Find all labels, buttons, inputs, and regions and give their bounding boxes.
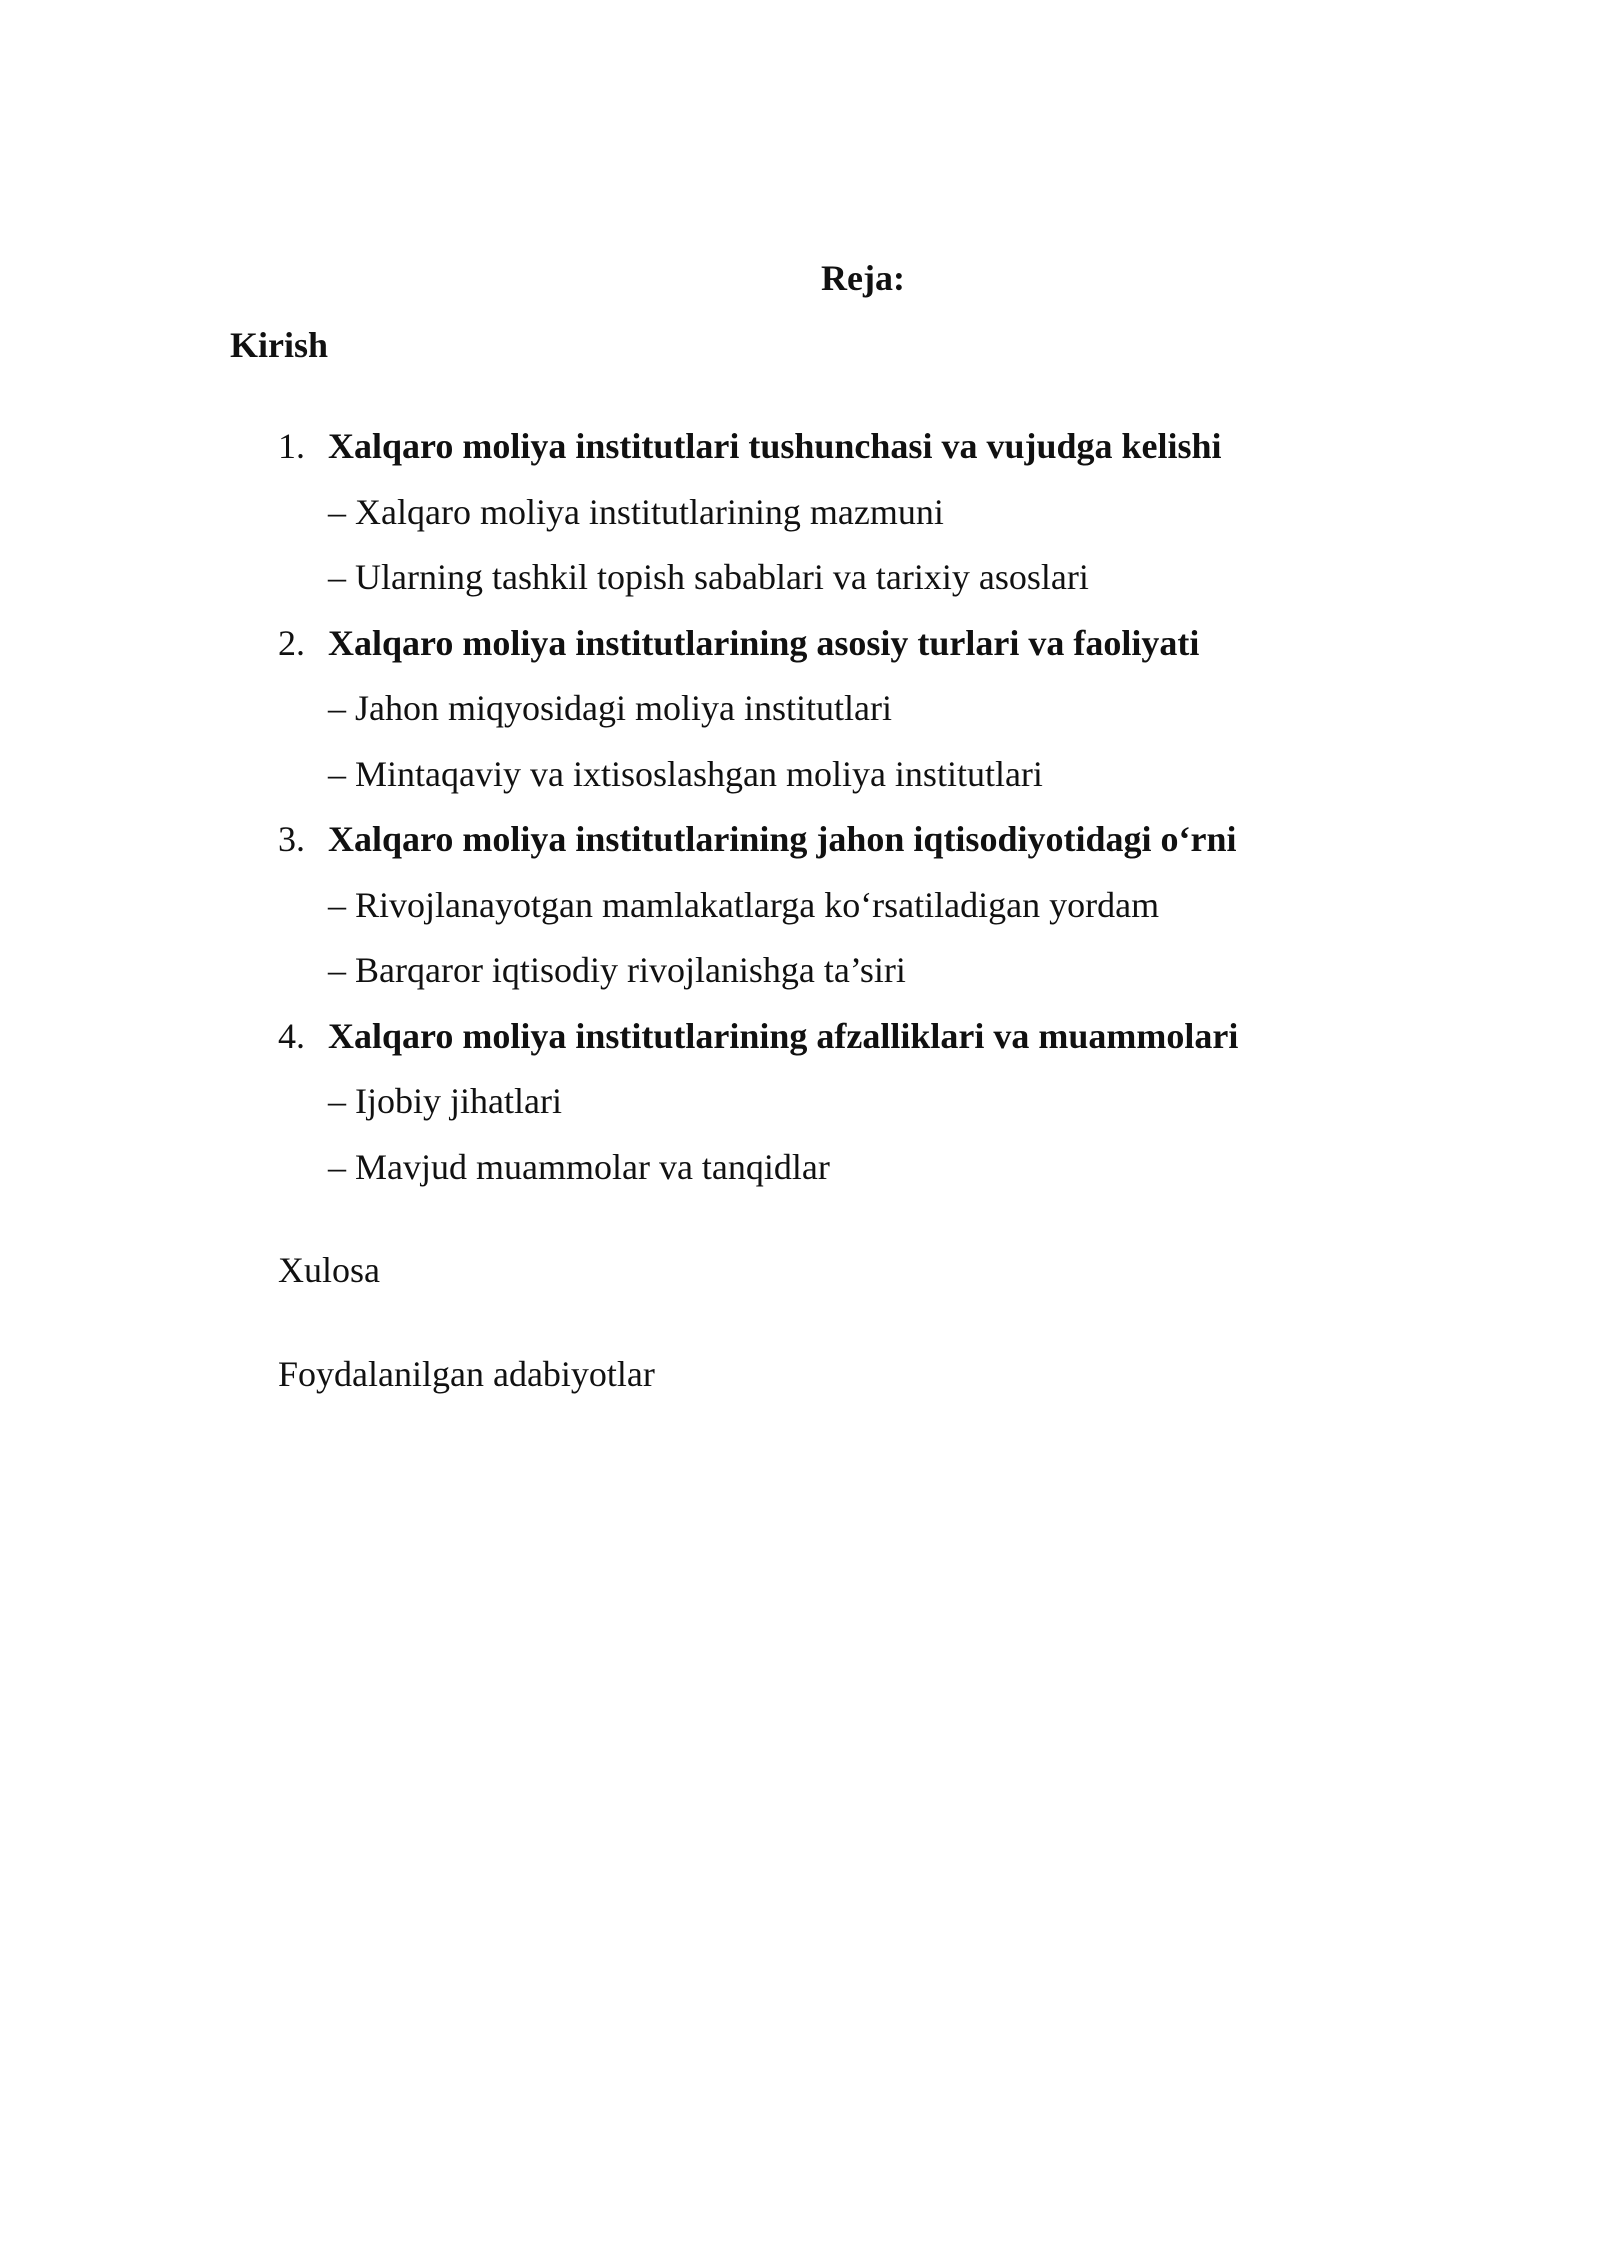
- subsection-list: [278, 877, 1238, 1008]
- plan-list: [278, 418, 1238, 1204]
- plan-section-2: [278, 615, 1238, 812]
- references-heading: Foydalanilgan adabiyotlar: [278, 1354, 655, 1394]
- subsection-item: – Mavjud muammolar va tanqidlar: [328, 1146, 830, 1187]
- plan-title: Reja:: [821, 258, 905, 298]
- subsection-item: – Mintaqaviy va ixtisoslashgan moliya institutlari: [328, 753, 1043, 794]
- subsection-list: [278, 680, 1238, 811]
- section-title: Xalqaro moliya institutlarining asosiy turlari va faoliyati: [328, 622, 1200, 663]
- section-title: Xalqaro moliya institutlarining afzalliklari va muammolari: [328, 1015, 1239, 1056]
- section-title: Xalqaro moliya institutlari tushunchasi va vujudga kelishi: [328, 426, 1222, 466]
- conclusion-heading: Xulosa: [278, 1250, 380, 1290]
- subsection-item: – Jahon miqyosidagi moliya institutlari: [328, 688, 892, 728]
- section-heading: [278, 811, 1238, 877]
- section-heading: [278, 615, 1238, 681]
- section-number: 4.: [278, 1015, 305, 1056]
- section-number: 3.: [278, 819, 305, 859]
- section-number: 2.: [278, 622, 305, 663]
- plan-section-3: [278, 811, 1238, 1008]
- section-heading: [278, 418, 1238, 484]
- section-number: 1.: [278, 426, 305, 466]
- section-heading: [278, 1008, 1238, 1074]
- subsection-item: – Ijobiy jihatlari: [328, 1081, 562, 1121]
- subsection-item: – Xalqaro moliya institutlarining mazmuni: [328, 491, 944, 532]
- subsection-list: [278, 484, 1238, 615]
- subsection-item: – Rivojlanayotgan mamlakatlarga ko‘rsatiladigan yordam: [328, 884, 1160, 925]
- subsection-item: – Barqaror iqtisodiy rivojlanishga ta’siri: [328, 950, 906, 990]
- section-title: Xalqaro moliya institutlarining jahon iqtisodiyotidagi o‘rni: [328, 819, 1237, 859]
- subsection-list: [278, 1073, 1238, 1204]
- introduction-heading: Kirish: [230, 325, 329, 365]
- subsection-item: – Ularning tashkil topish sabablari va tarixiy asoslari: [328, 557, 1089, 597]
- plan-section-1: [278, 418, 1238, 615]
- plan-section-4: [278, 1008, 1238, 1205]
